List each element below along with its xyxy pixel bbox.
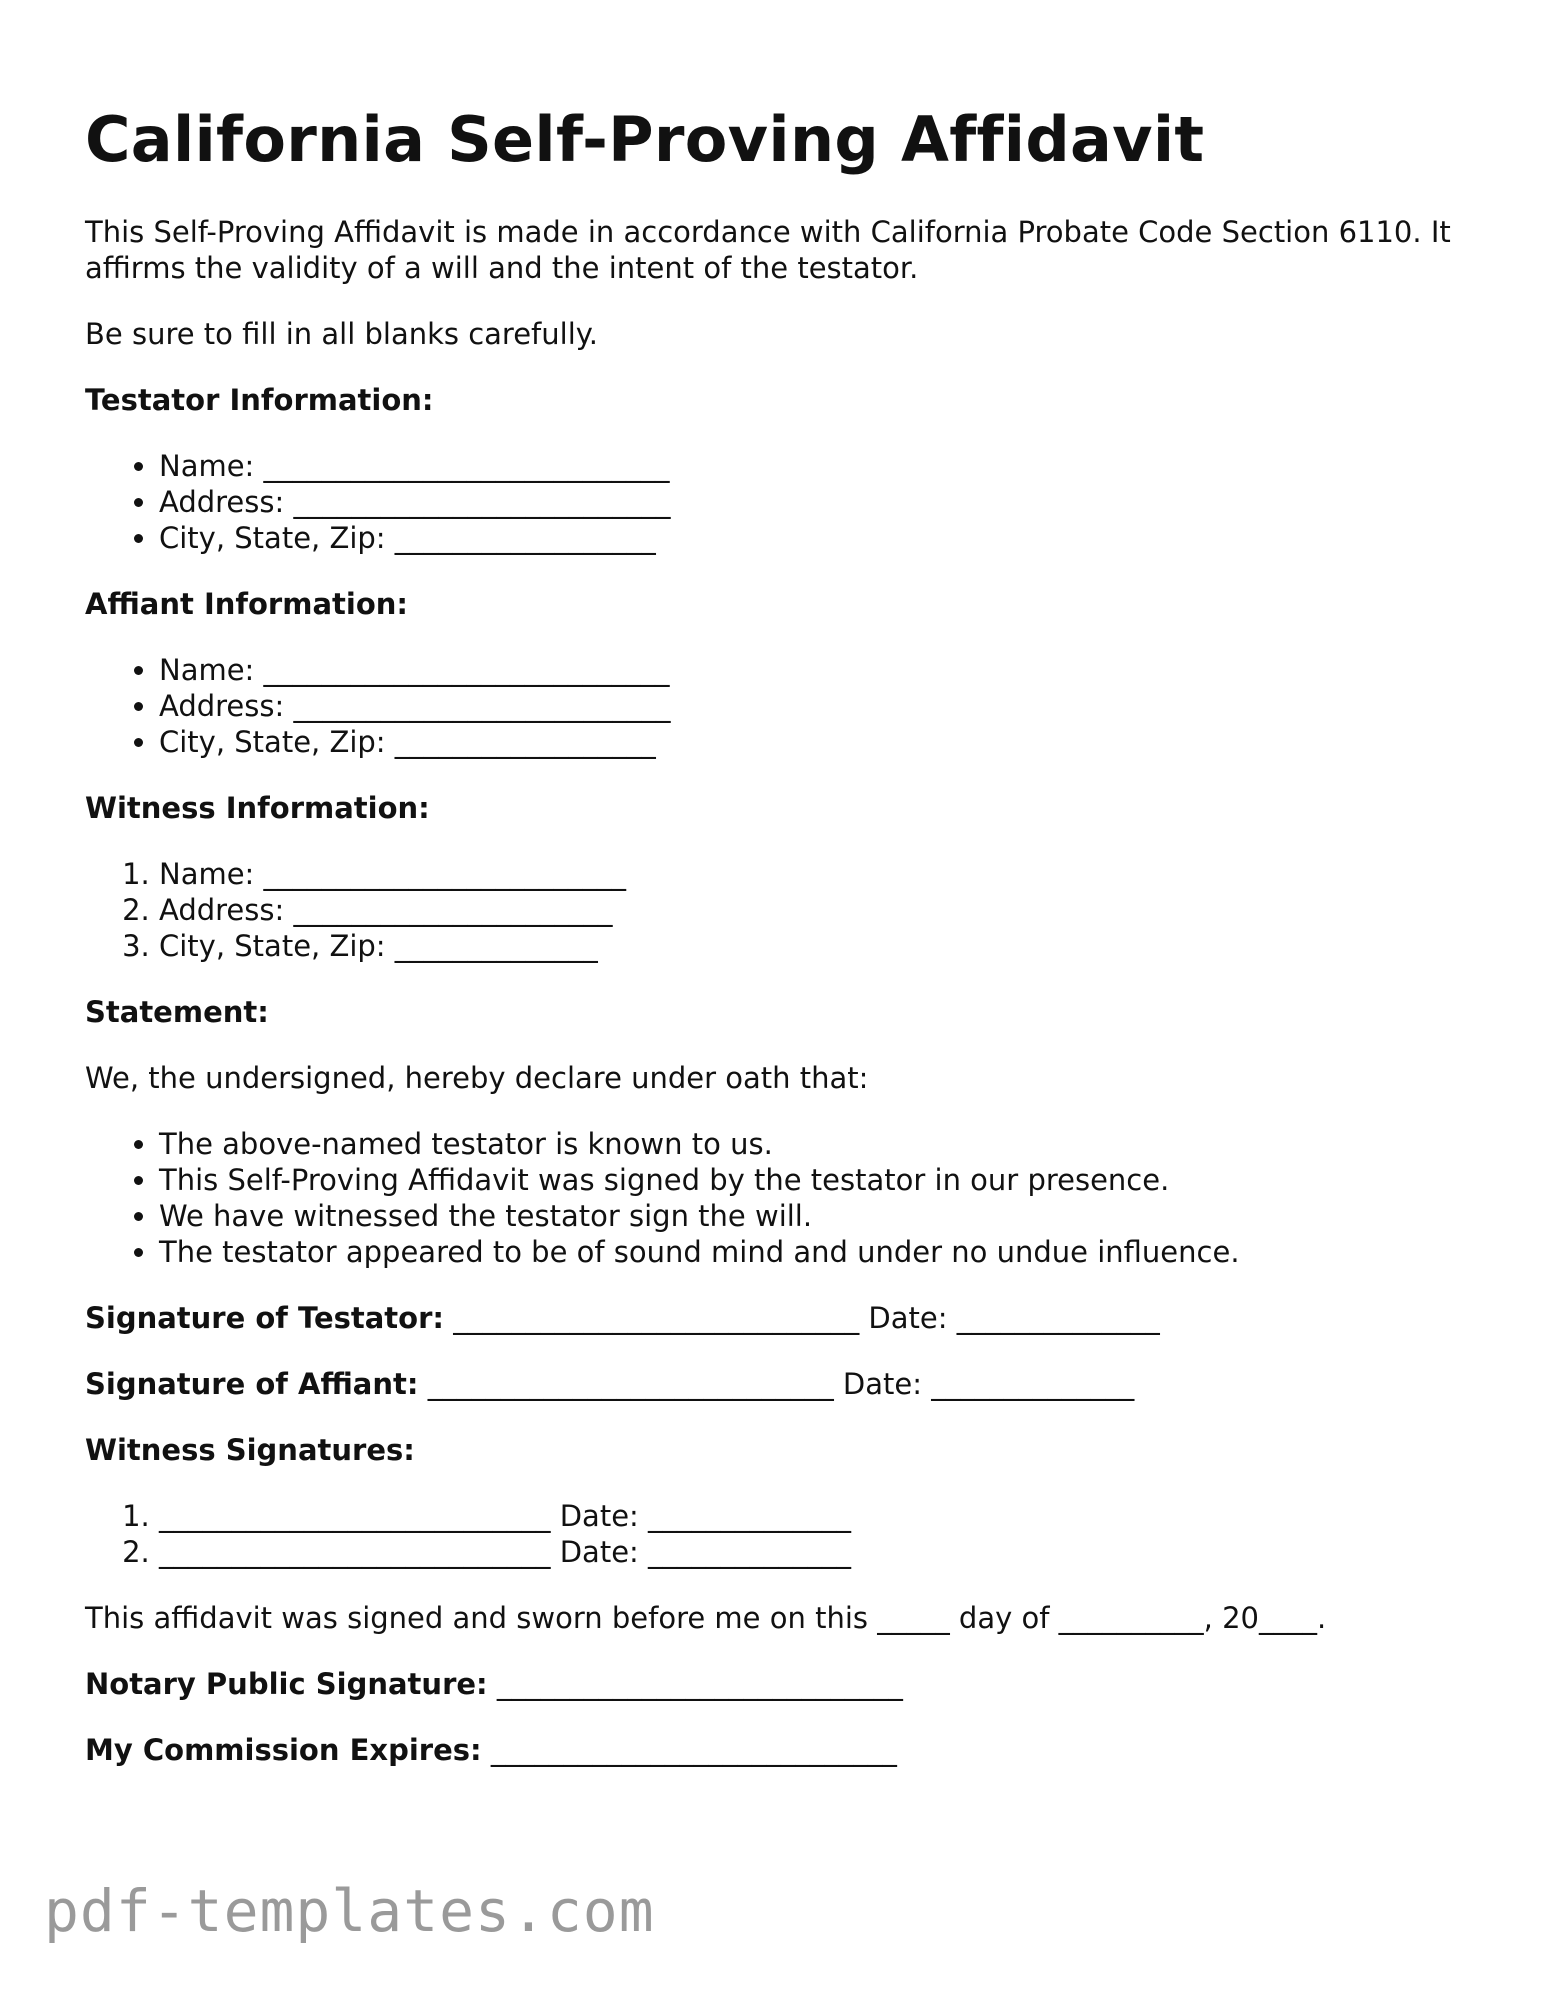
statement-items [85, 1126, 1465, 1270]
testator-fields [85, 448, 1465, 556]
statement-heading: Statement: [85, 995, 269, 1029]
witness-signature-line: 2. ___________________________ Date: ______________ [159, 1534, 1465, 1570]
sworn-statement: This affidavit was signed and sworn before me on this _____ day of __________, 20____. [85, 1601, 1327, 1635]
testator-heading: Testator Information: [85, 383, 434, 417]
affiant-signature-label: Signature of Affiant: [85, 1367, 419, 1401]
testator-city-field: • City, State, Zip: __________________ [159, 520, 1465, 556]
affiant-address-field: • Address: __________________________ [159, 688, 1465, 724]
document-title: California Self-Proving Affidavit [85, 103, 1205, 176]
witness-name-field: 1. Name: _________________________ [159, 856, 1465, 892]
statement-lead: We, the undersigned, hereby declare under oath that: [85, 1061, 869, 1095]
affiant-city-field: • City, State, Zip: __________________ [159, 724, 1465, 760]
affiant-name-field: • Name: ____________________________ [159, 652, 1465, 688]
statement-item: • This Self-Proving Affidavit was signed by the testator in our presence. [159, 1162, 1465, 1198]
testator-name-field: • Name: ____________________________ [159, 448, 1465, 484]
statement-item: • The above-named testator is known to us. [159, 1126, 1465, 1162]
testator-signature-label: Signature of Testator: [85, 1301, 444, 1335]
affiant-heading: Affiant Information: [85, 587, 408, 621]
witness-city-field: 3. City, State, Zip: ______________ [159, 928, 1465, 964]
testator-signature-line [85, 1300, 1465, 1336]
statement-item: • The testator appeared to be of sound mind and under no undue influence. [159, 1234, 1465, 1270]
witness-fields [85, 856, 1465, 964]
witness-signatures-heading: Witness Signatures: [85, 1433, 415, 1467]
notary-signature-blank: ____________________________ [487, 1667, 903, 1701]
testator-signature-blank: ____________________________ Date: ______________ [444, 1301, 1160, 1335]
notary-signature-line [85, 1666, 1465, 1702]
affiant-signature-blank: ____________________________ Date: ______________ [418, 1367, 1135, 1401]
witness-heading: Witness Information: [85, 791, 430, 825]
commission-expires-blank: ____________________________ [481, 1733, 897, 1767]
affiant-signature-line [85, 1366, 1465, 1402]
affiant-fields [85, 652, 1465, 760]
notary-signature-label: Notary Public Signature: [85, 1667, 488, 1701]
instruction-text: Be sure to fill in all blanks carefully. [85, 317, 599, 351]
commission-expires-line [85, 1732, 1465, 1768]
statement-item: • We have witnessed the testator sign the will. [159, 1198, 1465, 1234]
document-page [85, 100, 1465, 1798]
commission-expires-label: My Commission Expires: [85, 1733, 482, 1767]
intro-paragraph: This Self-Proving Affidavit is made in accordance with California Probate Code Section 6110. It affirms the validity of a will and the intent of the testator. [85, 215, 1451, 285]
witness-signature-list [85, 1498, 1465, 1570]
witness-signature-line: 1. ___________________________ Date: ______________ [159, 1498, 1465, 1534]
watermark: pdf-templates.com [44, 1877, 655, 1945]
testator-address-field: • Address: __________________________ [159, 484, 1465, 520]
witness-address-field: 2. Address: ______________________ [159, 892, 1465, 928]
